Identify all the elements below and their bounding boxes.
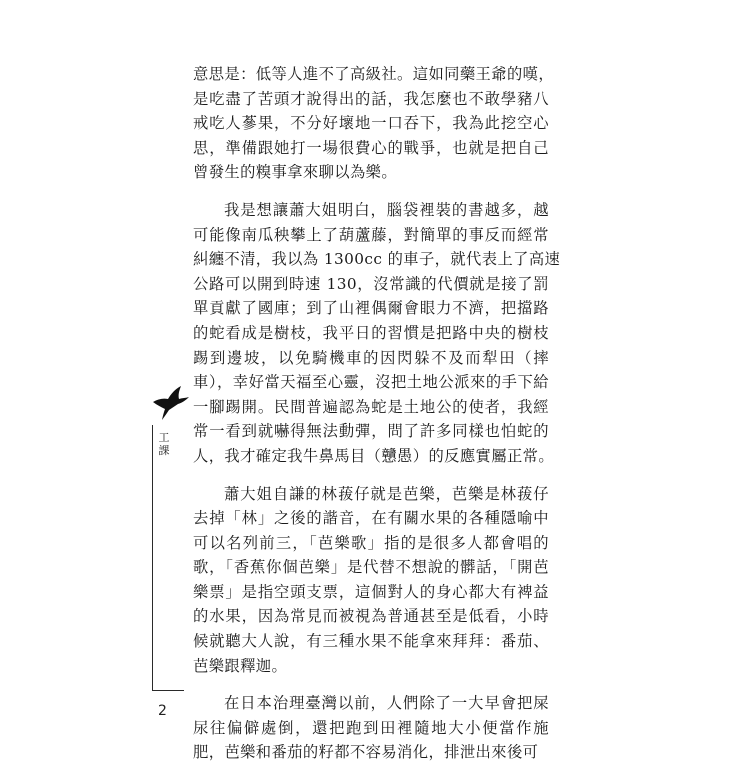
paragraph (193, 482, 549, 679)
text-line: 芭樂跟釋迦。 (193, 656, 288, 675)
text-line: 踢到邊坡，以免騎機車的因閃躲不及而犁田（摔 (193, 348, 549, 367)
text-line: 常一看到就嚇得無法動彈，問了許多同樣也怕蛇的 (193, 422, 549, 441)
body-text (193, 62, 561, 778)
text-line: 戒吃人蔘果，不分好壞地一口吞下，我為此挖空心 (193, 114, 549, 133)
text-line: 公路可以開到時速 130，沒常識的代價就是接了罰 (193, 274, 549, 293)
page-number: 2 (158, 703, 167, 719)
bird-icon (152, 384, 190, 424)
text-line: 可能像南瓜秧攀上了葫蘆藤，對簡單的事反而經常 (193, 225, 549, 244)
text-line: 車），幸好當天福至心靈，沒把土地公派來的手下給 (193, 373, 549, 392)
running-head: 工課 (158, 431, 170, 457)
text-line: 曾發生的糗事拿來聊以為樂。 (193, 163, 398, 182)
text-line: 意思是：低等人進不了高級社。這如同藥王爺的嘆， (193, 65, 555, 83)
text-line: 糾纏不清，我以為 1300cc 的車子，就代表上了高速 (193, 250, 561, 269)
text-line: 的蛇看成是樹枝，我平日的習慣是把路中央的樹枝 (193, 323, 549, 342)
text-line: 在日本治理臺灣以前，人們除了一大早會把屎 (224, 694, 549, 713)
text-line: 單貢獻了國庫；到了山裡偶爾會眼力不濟，把擋路 (193, 299, 549, 318)
text-line: 候就聽大人說，有三種水果不能拿來拜拜：番茄、 (193, 632, 549, 651)
paragraph (193, 691, 549, 765)
footer-rule (152, 690, 184, 691)
text-line: 蕭大姐自謙的林菝仔就是芭樂，芭樂是林菝仔 (224, 484, 549, 503)
paragraph (193, 198, 561, 469)
text-line: 一腳踢開。民間普遍認為蛇是土地公的使者，我經 (193, 397, 549, 416)
text-line: 歌，「香蕉你個芭樂」是代替不想說的髒話，「開芭 (193, 558, 549, 577)
text-line: 肥，芭樂和番茄的籽都不容易消化，排泄出來後可 (193, 743, 539, 762)
text-line: 思，準備跟她打一場很費心的戰爭，也就是把自己 (193, 138, 549, 157)
text-line: 樂票」是指空頭支票，這個對人的身心都大有裨益 (193, 582, 549, 601)
text-line: 的水果，因為常見而被視為普通甚至是低看，小時 (193, 607, 549, 626)
margin-rule (152, 425, 153, 690)
text-line: 去掉「林」之後的諧音，在有關水果的各種隱喻中 (193, 509, 549, 528)
text-line: 我是想讓蕭大姐明白，腦袋裡裝的書越多，越 (224, 200, 549, 219)
text-line: 可以名列前三，「芭樂歌」指的是很多人都會唱的 (193, 533, 549, 552)
text-line: 是吃盡了苦頭才說得出的話，我怎麼也不敢學豬八 (193, 89, 549, 108)
text-line: 尿往偏僻處倒，還把跑到田裡隨地大小便當作施 (193, 718, 549, 737)
text-line: 人，我才確定我牛鼻馬目（戇愚）的反應實屬正常。 (193, 446, 555, 465)
paragraph (193, 62, 555, 185)
